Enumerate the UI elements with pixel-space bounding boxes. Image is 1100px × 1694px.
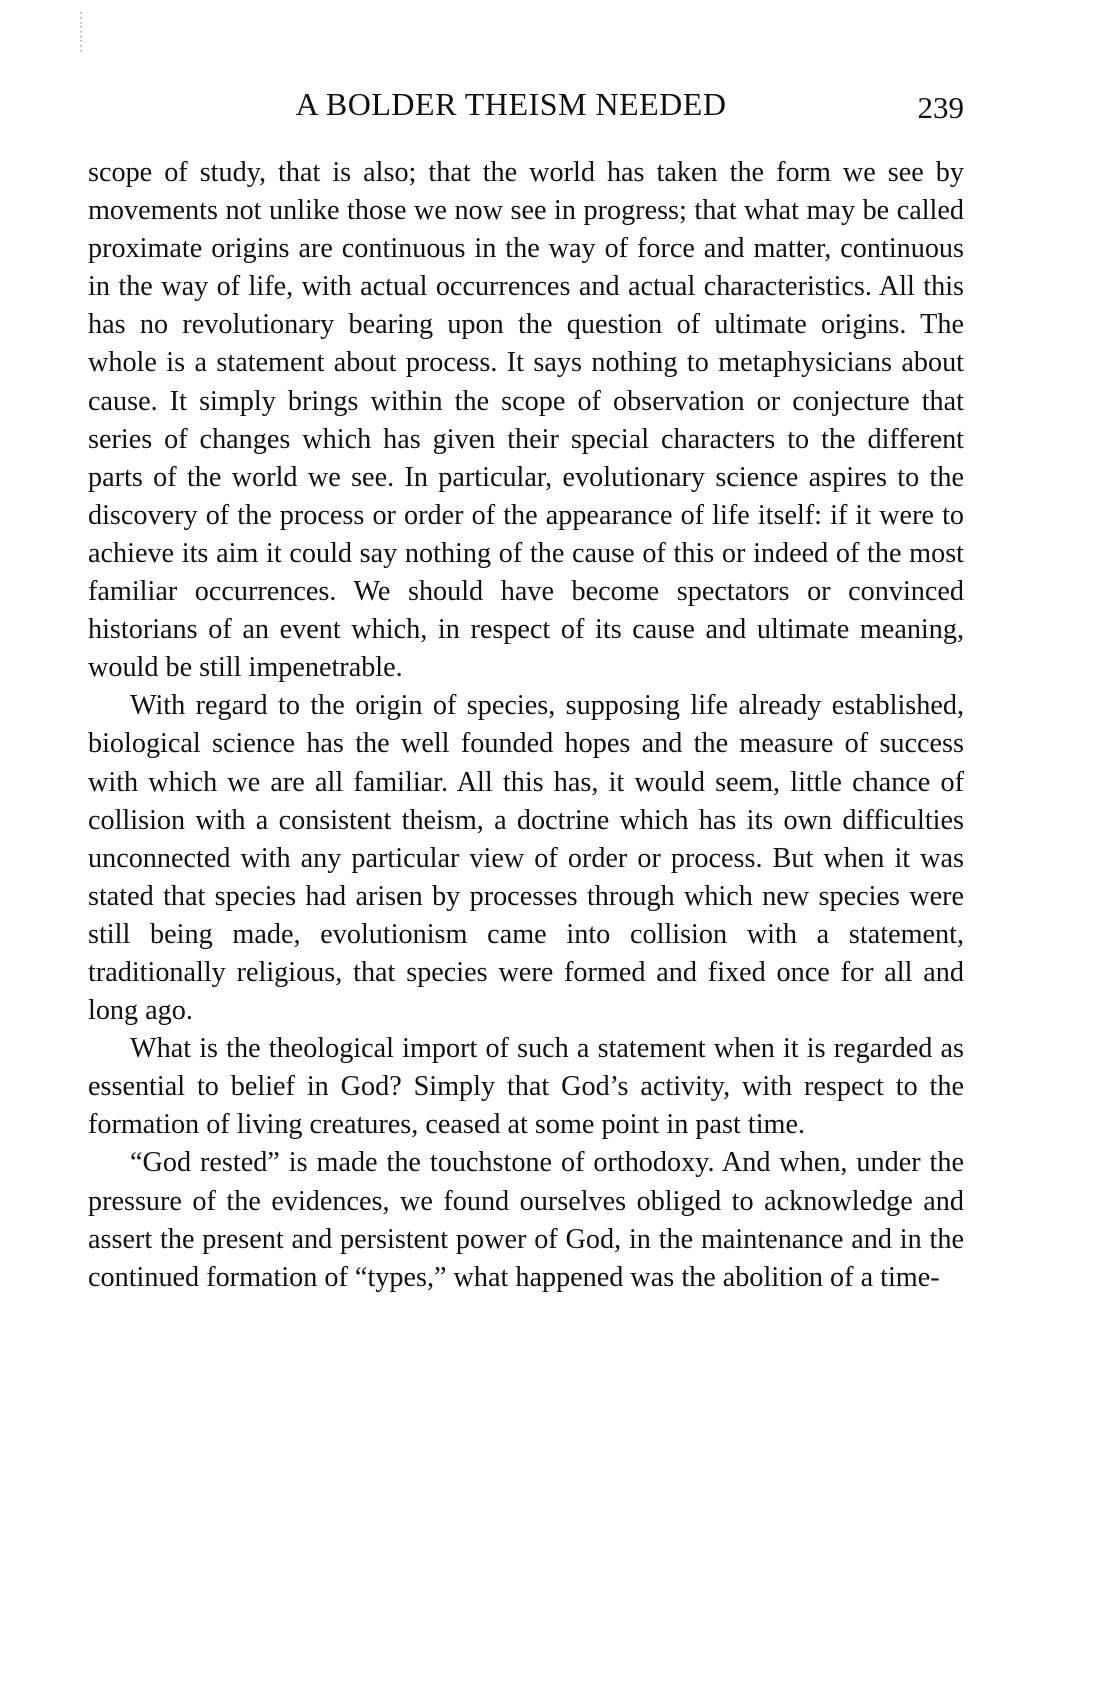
paragraph-1: scope of study, that is also; that the world has taken the form we see by movements not unlike those we now see in progress; that what may be called proximate origins are continuous in the way of force and matter, continuous in the way of life, with actual occurrences and actual characteristics. All this has no revolutionary bearing upon the question of ultimate origins. The whole is a statement about process. It says nothing to metaphysicians about cause. It simply brings within the scope of observation or conjecture that series of changes which has given their special characters to the different parts of the world we see. In particular, evolutionary science aspires to the discovery of the process or order of the appearance of life itself: if it were to achieve its aim it could say nothing of the cause of this or indeed of the most familiar occurrences. We should have become spectators or convinced historians of an event which, in respect of its cause and ultimate meaning, would be still impenetrable. — [88, 157, 964, 684]
page-header — [88, 82, 964, 126]
running-title: A BOLDER THEISM NEEDED — [295, 86, 727, 122]
paragraph-3: What is the theological import of such a statement when it is regarded as essential to belief in God? Simply that God’s activity, with respect to the formation of living creatures, ceased at some point in past time. — [88, 1033, 964, 1141]
page-number: 239 — [917, 90, 964, 125]
body-text — [88, 154, 964, 1297]
paragraph-2: With regard to the origin of species, supposing life already established, biological science has the well founded hopes and the measure of success with which we are all familiar. All this has, it would seem, little chance of collision with a consistent theism, a doctrine which has its own difficulties unconnected with any particular view of order or process. But when it was stated that species had arisen by processes through which new species were still being made, evolutionism came into collision with a statement, traditionally religious, that species were formed and fixed once for all and long ago. — [88, 690, 964, 1027]
margin-scan-marks: ⋮ ⋮ ⋮ — [74, 11, 88, 54]
paragraph-4: “God rested” is made the touchstone of orthodoxy. And when, under the pressure of the evidences, we found ourselves obliged to acknowledge and assert the present and persistent power of God, in the maintenance and in the continued formation of “types,” what happened was the abolition of a time- — [88, 1147, 964, 1293]
